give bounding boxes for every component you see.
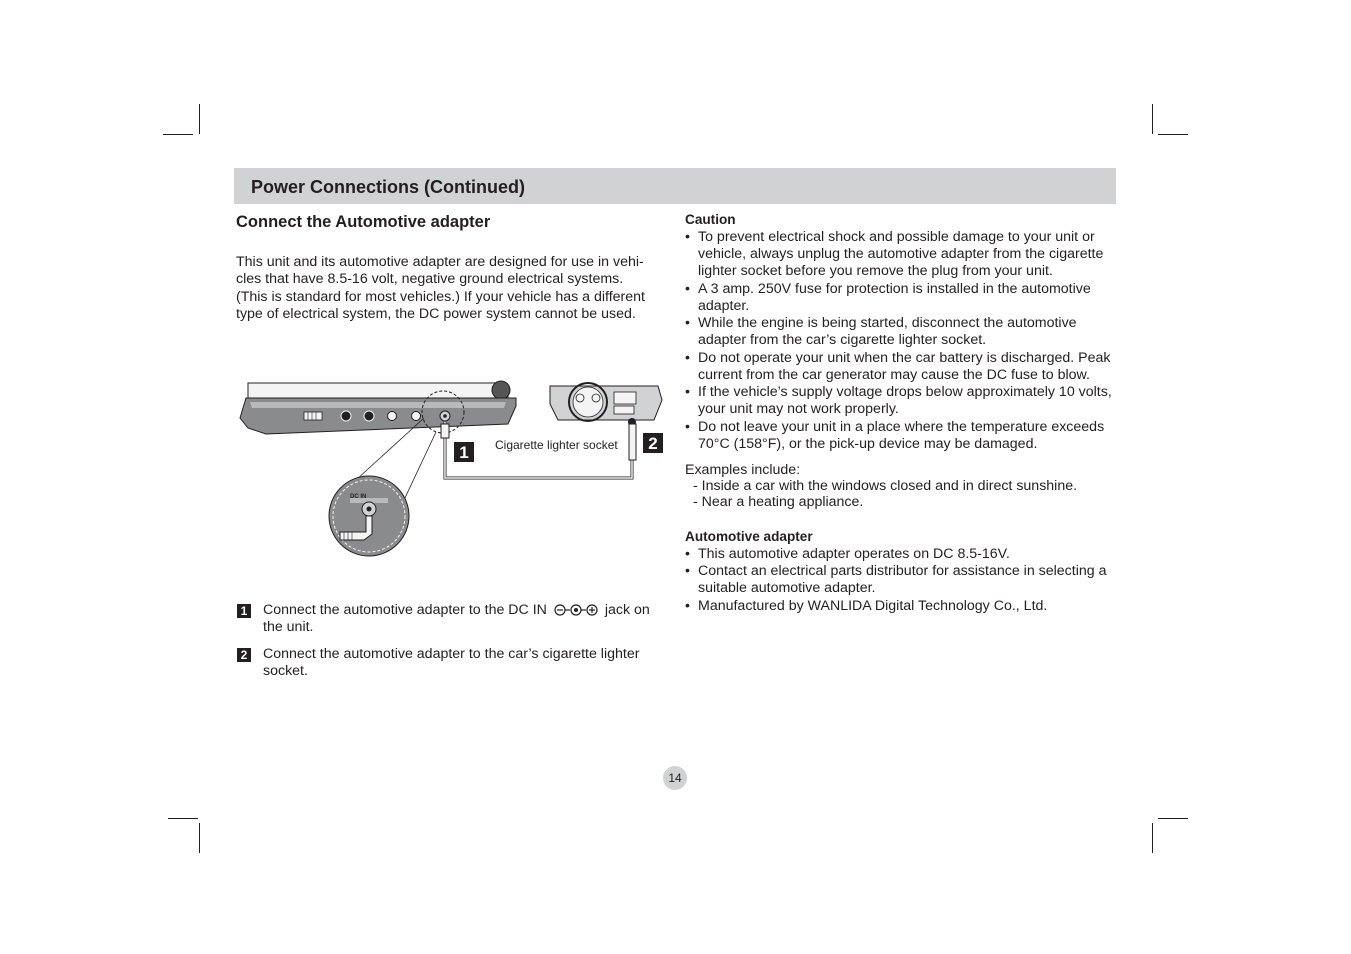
callout-1: 1 — [459, 443, 469, 462]
crop-mark — [199, 823, 200, 853]
adapter-heading: Automotive adapter — [685, 528, 813, 544]
step-item — [236, 602, 668, 636]
caution-item: • If the vehicle’s supply voltage drops below approximately 10 volts, your unit may not work properly. — [685, 384, 1121, 418]
adapter-item: • Contact an electrical parts distributor for assistance in selecting a suitable automotive adapter. — [685, 563, 1121, 597]
jack-label: DC IN — [350, 494, 367, 500]
intro-line: cles that have 8.5-16 volt, negative ground electrical systems. — [236, 271, 624, 288]
intro-line: (This is standard for most vehicles.) If your vehicle has a different — [236, 288, 645, 305]
caution-heading: Caution — [685, 212, 736, 227]
examples-heading: Examples include: — [685, 461, 801, 478]
step-text: jack on the unit. — [263, 602, 650, 635]
example-item: - Inside a car with the windows closed and in direct sunshine. — [693, 477, 1078, 494]
caution-item: • Do not operate your unit when the car battery is discharged. Peak current from the car generator may cause the DC fuse to blow. — [685, 350, 1121, 384]
crop-mark — [1152, 104, 1153, 134]
dc-in-jack-closeup — [329, 418, 436, 556]
left-column — [236, 212, 664, 324]
adapter-item: • This automotive adapter operates on DC 8.5-16V. — [685, 546, 1121, 563]
callout-2: 2 — [648, 434, 658, 453]
section-header-bar — [234, 168, 1116, 204]
adapter-item: • Manufactured by WANLIDA Digital Technology Co., Ltd. — [685, 598, 1121, 615]
dvd-player-illustration — [240, 381, 516, 434]
socket-label: Cigarette lighter socket — [495, 438, 618, 452]
intro-paragraph — [236, 254, 664, 324]
intro-line: This unit and its automotive adapter are designed for use in vehi- — [236, 254, 644, 270]
adapter-list — [685, 546, 1121, 615]
crop-mark — [1158, 818, 1188, 819]
connection-diagram — [236, 372, 668, 562]
step-number: 1 — [237, 604, 251, 618]
caution-list — [685, 229, 1121, 453]
examples-block — [685, 462, 1121, 510]
page-number: 14 — [663, 766, 687, 790]
caution-item: • A 3 amp. 250V fuse for protection is installed in the automotive adapter. — [685, 281, 1121, 315]
step-number: 2 — [237, 648, 251, 662]
crop-mark — [199, 104, 200, 134]
caution-item: • Do not leave your unit in a place where the temperature exceeds 70°C (158°F), or the pick-up device may be damaged. — [685, 419, 1121, 453]
crop-mark — [163, 134, 193, 135]
dc-polarity-icon — [554, 604, 598, 616]
steps-list — [236, 602, 668, 690]
section-heading: Connect the Automotive adapter — [236, 213, 491, 231]
step-text: Connect the automotive adapter to the car’s cigarette lighter socket. — [263, 646, 640, 679]
example-item: - Near a heating appliance. — [693, 493, 864, 510]
crop-mark — [1158, 134, 1188, 135]
intro-line: type of electrical system, the DC power system cannot be used. — [236, 306, 636, 323]
right-column — [685, 211, 1121, 615]
connection-illustration — [236, 372, 668, 562]
step-item — [236, 646, 668, 680]
caution-item: • While the engine is being started, disconnect the automotive adapter from the car’s cigarette lighter socket. — [685, 315, 1121, 349]
caution-item: • To prevent electrical shock and possible damage to your unit or vehicle, always unplug the automotive adapter from the cigarette lighter socket before you remove the plug from your unit. — [685, 229, 1121, 280]
step-text: Connect the automotive adapter to the DC IN — [263, 602, 547, 618]
crop-mark — [1152, 823, 1153, 853]
crop-mark — [168, 818, 198, 819]
page-title: Power Connections (Continued) — [251, 177, 525, 197]
